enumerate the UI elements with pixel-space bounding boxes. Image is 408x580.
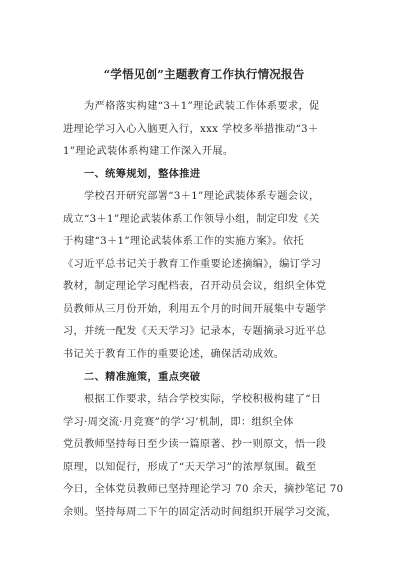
paragraph-line: 今日，全体党员教师已坚持理论学习 70 余天，摘抄笔记 70 <box>63 484 344 495</box>
paragraph-line: 于构建“3＋1”理论武装体系工作的实施方案》。依托 <box>63 236 304 247</box>
paragraph-line: 书记关于教育工作的重要论述，确保活动成效。 <box>63 349 285 360</box>
paragraph-line: 学习·周交流·月竞赛”的学‘习’机制，即：组织全体 <box>63 417 294 428</box>
section-heading: 一、统筹规划，整体推进 <box>84 168 201 180</box>
paragraph-line: 成立“3＋1”理论武装体系工作领导小组，制定印发《关 <box>63 214 320 225</box>
section-heading: 二、精准施策，重点突破 <box>84 371 201 383</box>
intro-line: 为严格落实构建“3＋1”理论武装工作体系要求，促 <box>84 101 320 112</box>
document-title: “学悟见创”主题教育工作执行情况报告 <box>103 67 305 81</box>
intro-line: 进理论学习入心入脑更入行，xxx 学校多举措推动“3＋ <box>63 124 319 135</box>
paragraph-line: 余则。坚持每周二下午的固定活动时间组织开展学习交流， <box>63 507 337 518</box>
paragraph-line: 党员教师坚持每日至少读一篇原著、抄一则原文，悟一段 <box>63 439 327 450</box>
paragraph-line: 《习近平总书记关于教育工作重要论述摘编》，编订学习 <box>63 259 322 270</box>
paragraph-line: 原理，以知促行，形成了“天天学习”的浓厚氛围。截至 <box>63 462 317 473</box>
paragraph-line: 学校召开研究部署“3＋1”理论武装体系专题会议， <box>84 191 320 202</box>
paragraph-line: 习，并统一配发《天天学习》记录本，专题摘录习近平总 <box>63 326 327 337</box>
paragraph-line: 根据工作要求，结合学校实际，学校积极构建了“日 <box>84 394 322 405</box>
paragraph-line: 教材，制定理论学习配档表，召开动员会议，组织全体党 <box>63 281 327 292</box>
intro-line: 1”理论武装体系构建工作深入开展。 <box>63 146 234 157</box>
paragraph-line: 员教师从三月份开始，利用五个月的时间开展集中专题学 <box>63 304 327 315</box>
